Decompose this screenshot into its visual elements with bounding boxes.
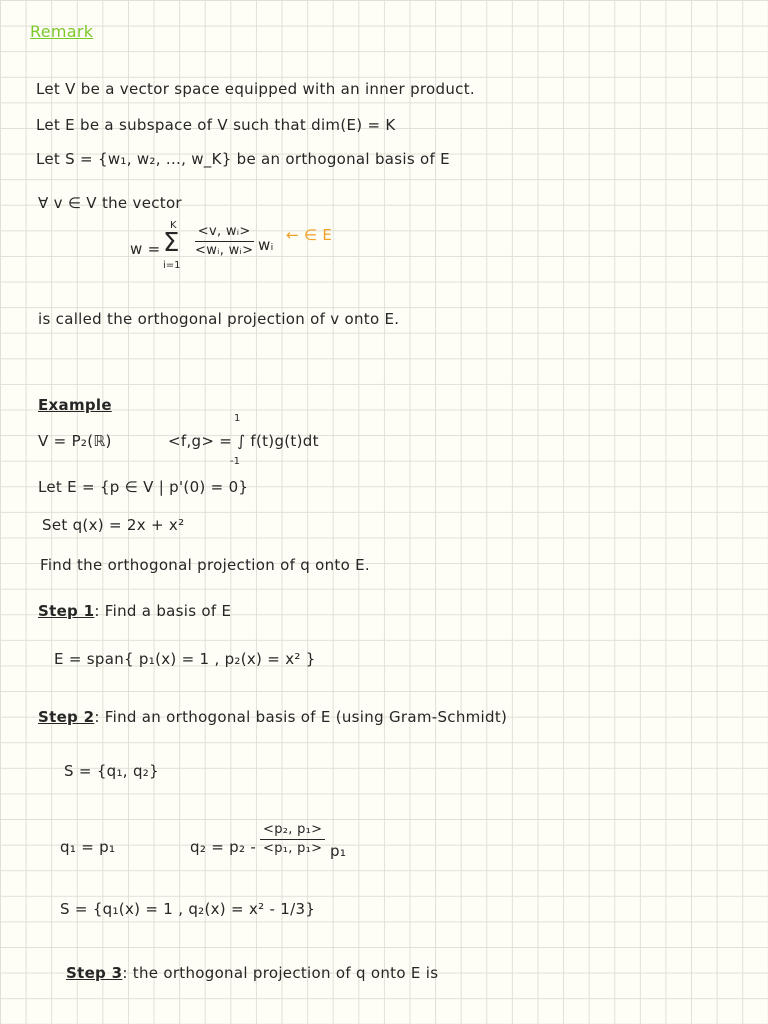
definition-line-3: Let S = {w₁, w₂, ..., w_K} be an orthogonal basis of E <box>36 150 450 168</box>
step1-result: E = span{ p₁(x) = 1 , p₂(x) = x² } <box>54 650 316 668</box>
formula-lhs: w = <box>130 240 161 258</box>
example-inner-product: <f,g> = ∫ f(t)g(t)dt <box>168 432 319 450</box>
formula-numerator: <v, wᵢ> <box>195 224 254 242</box>
step3-text: : the orthogonal projection of q onto E is <box>122 964 439 982</box>
step2-q2-tail: p₁ <box>330 842 347 860</box>
sum-upper-limit: K <box>170 220 177 231</box>
integral-lower-limit: -1 <box>230 456 240 467</box>
example-heading: Example <box>38 396 112 414</box>
definition-line-2: Let E be a subspace of V such that dim(E) = K <box>36 116 396 134</box>
example-set-q: Set q(x) = 2x + x² <box>42 516 185 534</box>
step2-line <box>38 708 507 726</box>
q2-denominator: <p₁, p₁> <box>263 840 323 856</box>
step2-s-definition: S = {q₁, q₂} <box>64 762 159 780</box>
definition-line-1: Let V be a vector space equipped with an inner product. <box>36 80 475 98</box>
definition-line-4: ∀ v ∈ V the vector <box>38 194 182 212</box>
step2-q2-lhs: q₂ = p₂ - <box>190 838 257 856</box>
step1-text: : Find a basis of E <box>94 602 232 620</box>
example-vector-space: V = P₂(ℝ) <box>38 432 112 450</box>
step2-label: Step 2 <box>38 708 95 726</box>
step2-q2-fraction <box>260 822 325 856</box>
example-subspace-e: Let E = {p ∈ V | p'(0) = 0} <box>38 478 249 496</box>
step1-line <box>38 602 231 620</box>
step2-s-result: S = {q₁(x) = 1 , q₂(x) = x² - 1/3} <box>60 900 316 918</box>
formula-tail: wᵢ <box>258 236 274 254</box>
in-e-annotation: ← ∈ E <box>286 226 333 244</box>
sigma-symbol: Σ <box>163 228 180 258</box>
step1-label: Step 1 <box>38 602 95 620</box>
remark-title: Remark <box>30 22 94 41</box>
step3-label: Step 3 <box>66 964 123 982</box>
formula-fraction <box>192 224 256 258</box>
definition-conclusion: is called the orthogonal projection of v onto E. <box>38 310 400 328</box>
sum-lower-limit: i=1 <box>163 260 181 271</box>
q2-numerator: <p₂, p₁> <box>260 822 325 840</box>
step3-line <box>66 964 438 982</box>
example-find-projection: Find the orthogonal projection of q onto E. <box>40 556 370 574</box>
step2-text: : Find an orthogonal basis of E (using Gram-Schmidt) <box>94 708 508 726</box>
step2-q1: q₁ = p₁ <box>60 838 116 856</box>
formula-denominator: <wᵢ, wᵢ> <box>195 242 254 258</box>
integral-upper-limit: 1 <box>234 413 241 424</box>
